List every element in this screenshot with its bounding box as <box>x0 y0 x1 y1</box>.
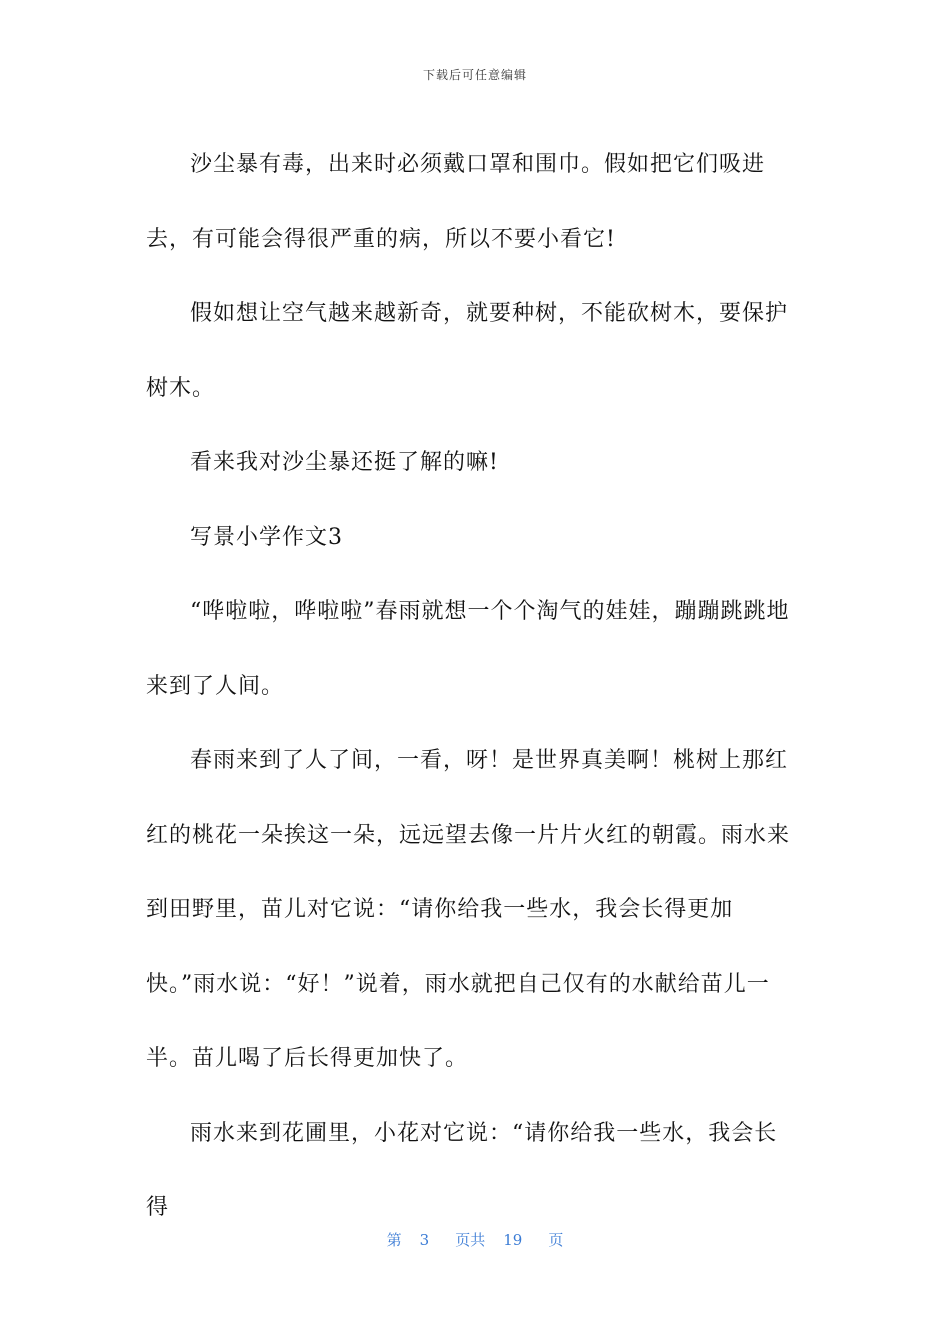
footer-current-page: 3 <box>419 1231 430 1249</box>
section-heading: 写景小学作文3 <box>190 524 343 550</box>
paragraph-2: 假如想让空气越来越新奇，就要种树，不能砍树木，要保护树木。 <box>146 301 789 401</box>
paragraph-1: 沙尘暴有毒，出来时必须戴口罩和围巾。假如把它们吸进去，有可能会得很严重的病，所以不要小看它! <box>146 152 766 252</box>
paragraph-7: 雨水来到花圃里，小花对它说：“请你给我一些水，我会长得 <box>146 1120 778 1220</box>
document-body <box>146 128 794 1246</box>
footer-prefix: 第 <box>386 1231 402 1249</box>
paragraph-6: 春雨来到了人了间，一看，呀！是世界真美啊！桃树上那红红的桃花一朵挨这一朵，远远望去像一片片火红的朝霞。雨水来到田野里，苗儿对它说：“请你给我一些水，我会长得更加快。”雨水说：“好！”说着，雨水就把自己仅有的水献给苗儿一半。苗儿喝了后长得更加快了。 <box>146 748 791 1071</box>
paragraph-3: 看来我对沙尘暴还挺了解的嘛! <box>190 450 499 475</box>
page-header: 下载后可任意编辑 <box>422 68 527 82</box>
footer-suffix: 页 <box>548 1231 564 1249</box>
footer-middle: 页共 <box>455 1231 486 1249</box>
footer-total-pages: 19 <box>503 1231 523 1249</box>
page-footer <box>0 1229 950 1250</box>
paragraph-5: “哗啦啦，哗啦啦”春雨就想一个个淘气的娃娃，蹦蹦跳跳地来到了人间。 <box>146 599 790 699</box>
